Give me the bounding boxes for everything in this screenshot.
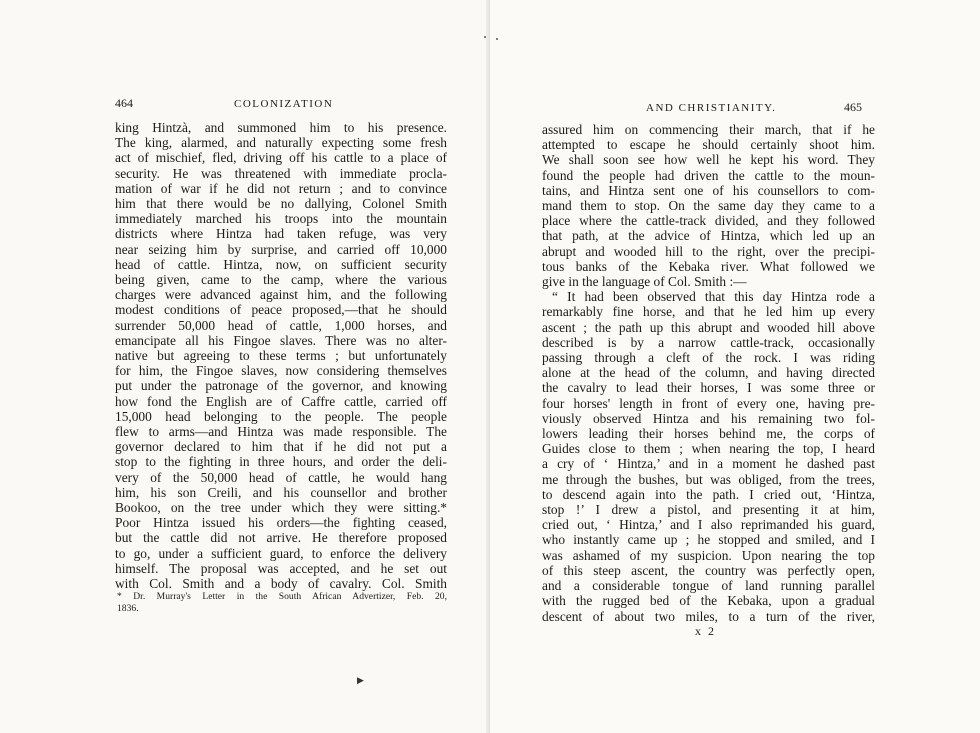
text-line: how fond the English are of Caffre cattle, carried off [115,393,447,409]
text-line: him that there would be no dallying, Colonel Smith [115,196,447,212]
text-line: him, his son Creili, and his counsellor and brother [115,484,447,500]
text-line: to go, under a sufficient guard, to enforce the delivery [115,545,447,561]
text-line: native but agreeing to these terms ; but unfortunately [115,348,447,364]
right-page [490,0,980,733]
text-line: mation of war if he did not return ; and to convince [115,180,447,196]
text-line: Bookoo, on the tree under which they were sitting.* [115,500,447,516]
text-line: 15,000 head belonging to the people. The people [115,408,447,424]
text-line: “ It had been observed that this day Hintza rode a [552,289,875,305]
text-line: descent of about two miles, to a turn of the river, [542,608,875,624]
text-line: flew to arms—and Hintza was made responsible. The [115,424,447,440]
left-page-number: 464 [115,96,133,110]
text-line: abrupt and wooded hill to the right, over the precipi- [542,243,875,259]
text-line: attempted to escape he should certainly shoot him. [542,137,875,153]
text-line: emancipate all his Fingoe slaves. There was no alter- [115,332,447,348]
text-line: tous banks of the Kebaka river. What followed we [542,258,875,274]
footnote [117,591,447,614]
left-body-text [115,120,447,591]
speck-mark [484,36,486,38]
text-line: head of cattle. Hintza, now, on sufficient security [115,256,447,272]
text-line: the cavalry to lead their horses, I was some three or [542,380,875,396]
text-line: mand them to stop. On the same day they came to a [542,198,875,214]
text-line: who instantly came up ; he stopped and smiled, and I [542,532,875,548]
text-line: stop !’ I drew a pistol, and presenting it at him, [542,502,875,518]
text-line: alone at the head of the column, and having directed [542,365,875,381]
text-line: was ashamed of my suspicion. Upon nearing the top [542,547,875,563]
text-line: assured him on commencing their march, that if he [542,122,875,137]
text-line: act of mischief, fled, driving off his cattle to a place of [115,150,447,166]
text-line: put under the patronage of the governor, and knowing [115,378,447,394]
text-line: immediately marched his troops into the mountain [115,211,447,227]
text-line: but the cattle did not arrive. He therefore proposed [115,530,447,546]
text-line: modest conditions of peace proposed,—that he should [115,302,447,318]
signature-mark: x 2 [695,624,716,638]
text-line: stop to the fighting in three hours, and order the deli- [115,454,447,470]
text-line: passing through a cleft of the rock. I was riding [542,350,875,366]
text-line: for him, the Fingoe slaves, now considering themselves [115,363,447,379]
text-line: remarkably fine horse, and that he led him up every [542,304,875,320]
text-line: We shall soon see how well he kept his word. They [542,152,875,168]
text-line: with the rugged bed of the Kebaka, upon a gradual [542,593,875,609]
footnote-line: * Dr. Murray's Letter in the South African Advertizer, Feb. 20, [117,591,447,602]
text-line: found the people had driven the cattle to the moun- [542,167,875,183]
text-line: security. He was threatened with immediate procla- [115,165,447,181]
right-running-head: AND CHRISTIANITY. [646,102,777,114]
text-line: with Col. Smith and a body of cavalry. Col. Smith [115,576,447,592]
text-line: governor declared to him that if he did not put a [115,439,447,455]
text-line: described is by a narrow cattle-track, occasionally [542,334,875,350]
text-line: that path, at the advice of Hintza, which led up an [542,228,875,244]
text-line: tains, and Hintza sent one of his counsellors to com- [542,182,875,198]
text-line: The king, alarmed, and naturally expecting some fresh [115,135,447,151]
text-line: give in the language of Col. Smith :— [542,274,747,290]
text-line: to descend again into the path. I cried out, ‘Hintza, [542,486,875,502]
text-line: ascent ; the path up this abrupt and wooded hill above [542,319,875,335]
speck-mark [496,38,498,40]
text-line: me through the bushes, but was obliged, from the trees, [542,471,875,487]
text-line: and a considerable tongue of land running parallel [542,578,875,594]
text-line: being given, came to the camp, where the various [115,272,447,288]
text-line: near seizing him by surprise, and carried off 10,000 [115,241,447,257]
text-line: cried out, ‘ Hintza,’ and I also reprimanded his guard, [542,517,875,533]
text-line: a cry of ‘ Hintza,’ and in a moment he dashed past [542,456,875,472]
text-line: king Hintzà, and summoned him to his presence. [115,120,447,135]
text-line: charges were advanced against him, and the following [115,287,447,303]
page-mark-icon: ▶ [357,676,364,686]
text-line: Poor Hintza issued his orders—the fighting ceased, [115,515,447,531]
text-line: very of the 50,000 head of cattle, he would hang [115,469,447,485]
text-line: place where the cattle-track divided, and they followed [542,213,875,229]
text-line: four horses' length in front of every one, having pre- [542,395,875,411]
text-line: lowers leading their horses behind me, the corps of [542,426,875,442]
text-line: districts where Hintza had taken refuge, was very [115,226,447,242]
text-line: of this steep ascent, the country was perfectly open, [542,562,875,578]
text-line: himself. The proposal was accepted, and he set out [115,560,447,576]
left-running-head: COLONIZATION [234,98,334,110]
right-body-text [542,122,875,624]
text-line: surrender 50,000 head of cattle, 1,000 horses, and [115,317,447,333]
right-page-number: 465 [844,100,862,114]
text-line: viously observed Hintza and his remaining two fol- [542,410,875,426]
text-line: Guides close to them ; when nearing the top, I heard [542,441,875,457]
footnote-line: 1836. [117,602,139,614]
